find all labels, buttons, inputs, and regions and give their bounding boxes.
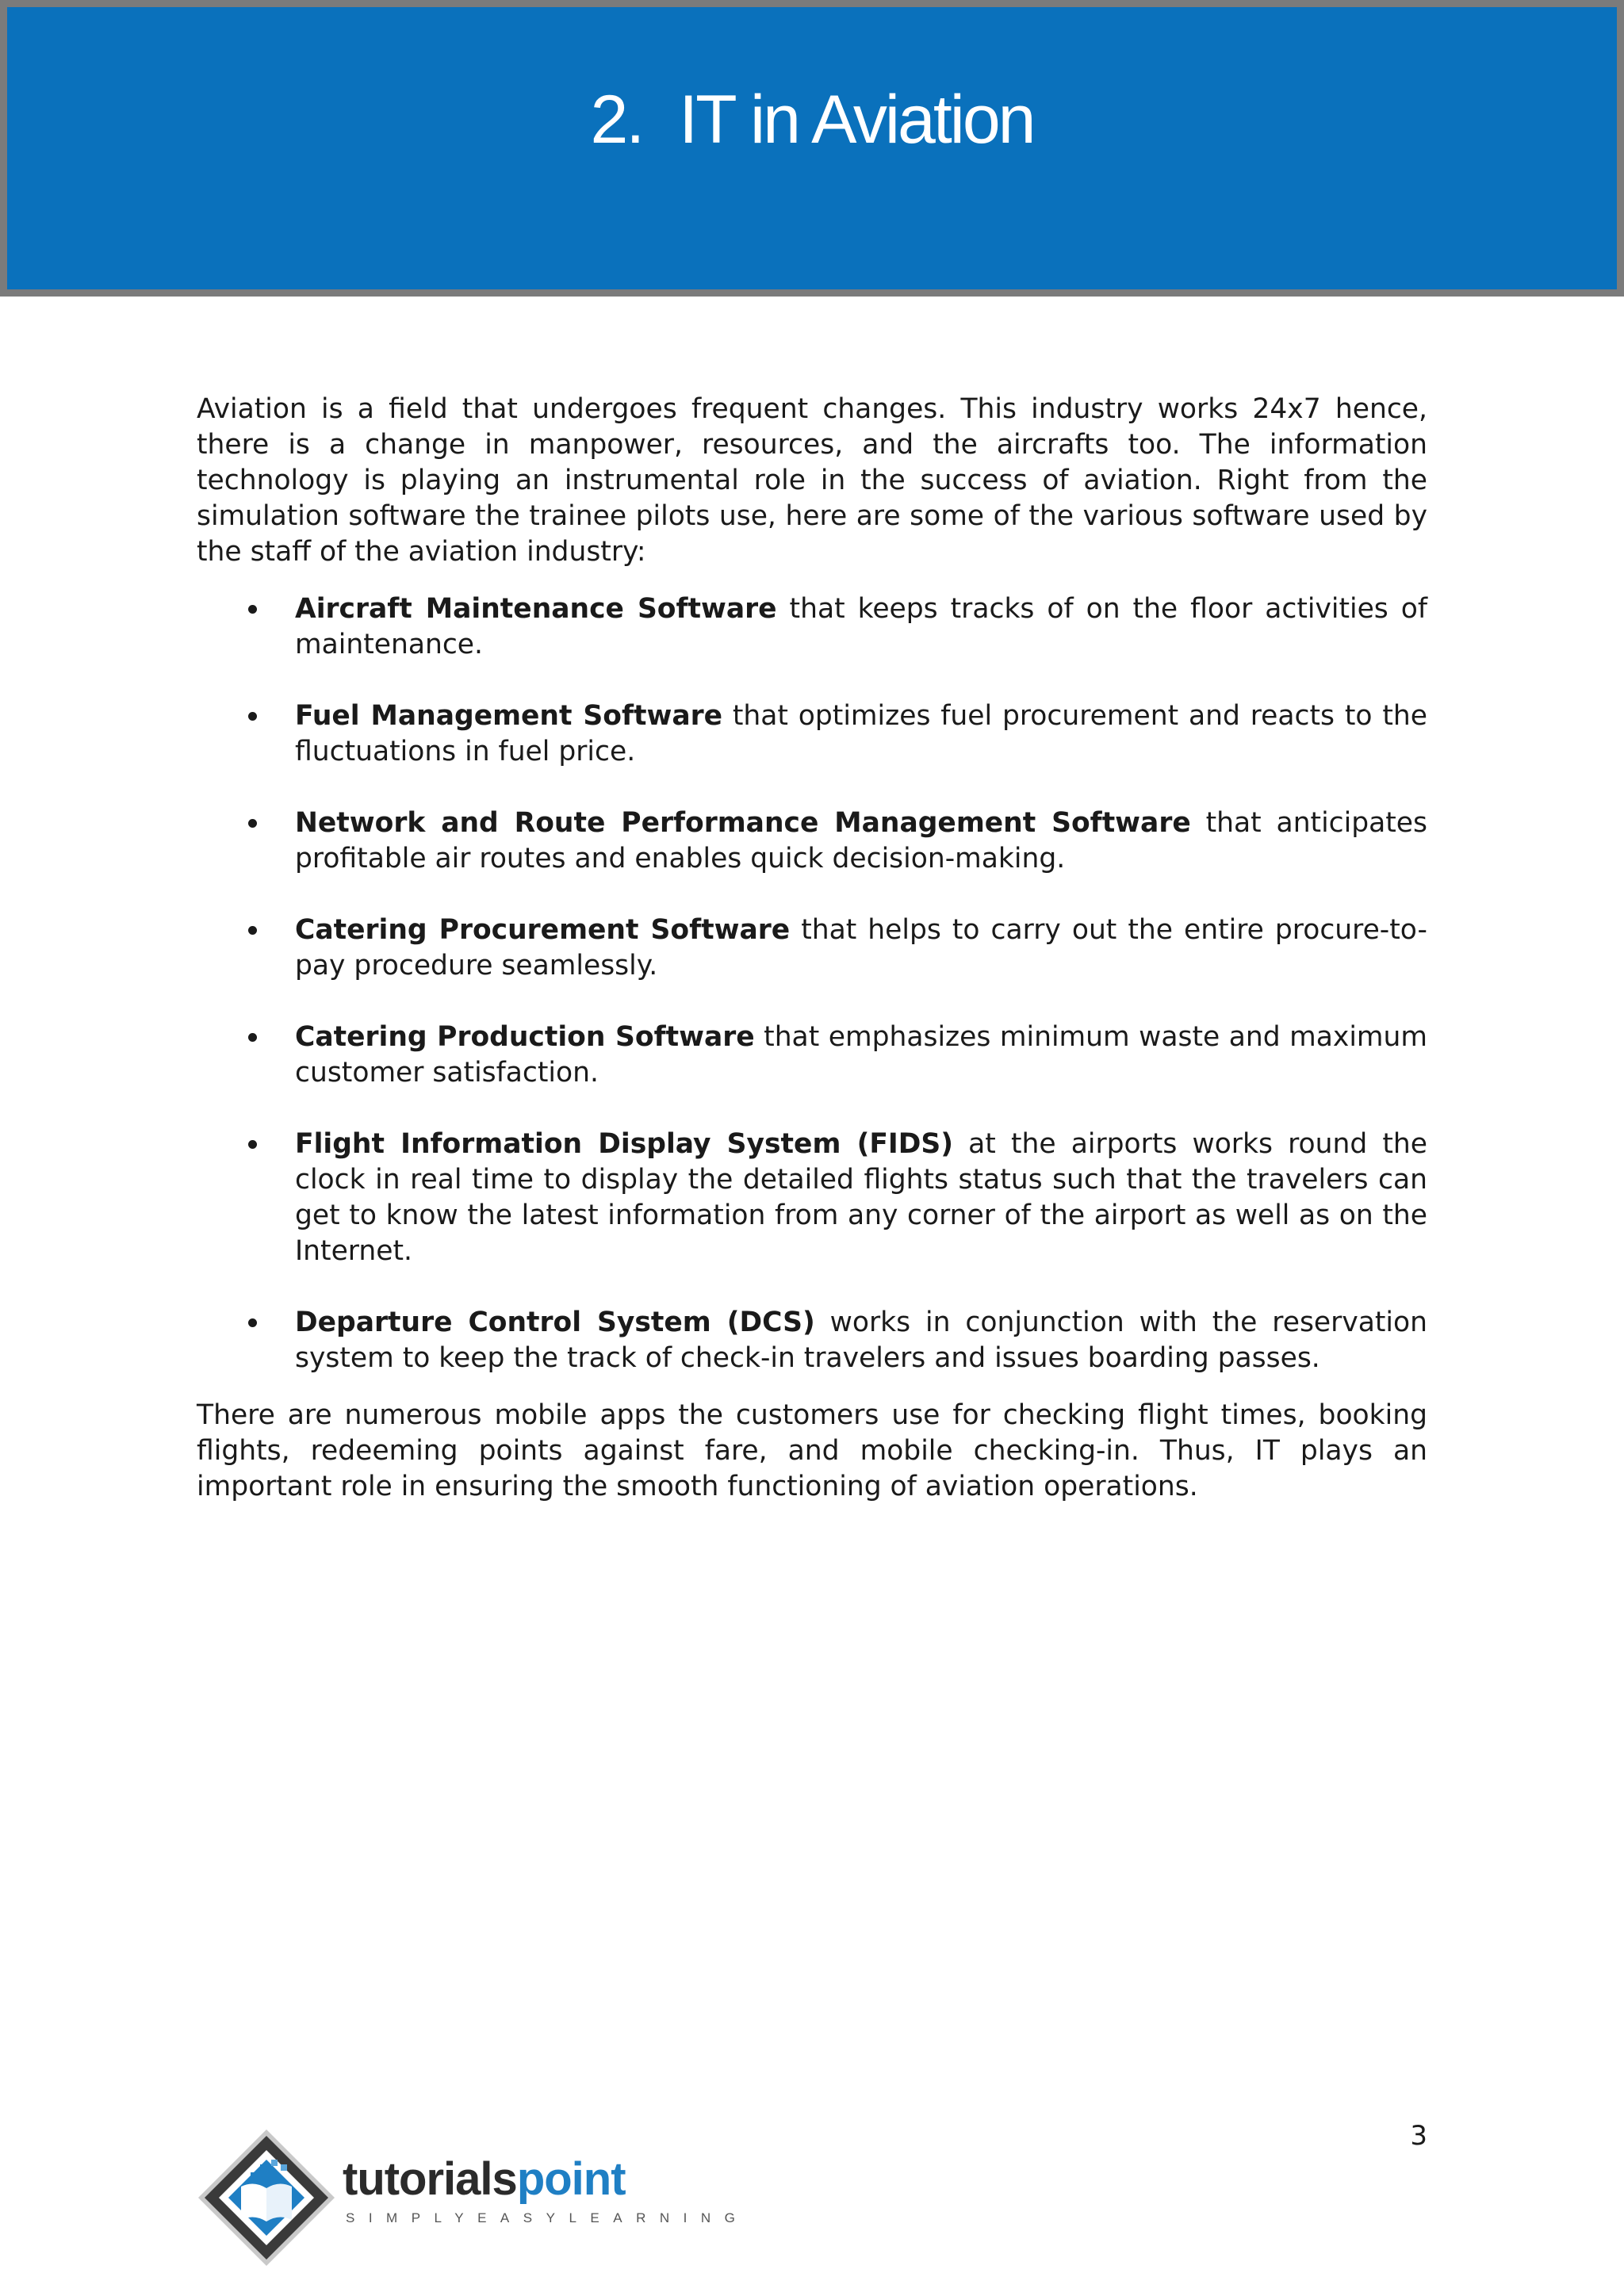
chapter-body	[197, 392, 1427, 1505]
page-number: 3	[1410, 2120, 1427, 2152]
list-item	[197, 1020, 1427, 1091]
tutorialspoint-book-diamond-icon	[193, 2125, 344, 2275]
list-item	[197, 591, 1427, 663]
list-item-term: Flight Information Display System (FIDS)	[295, 1128, 954, 1160]
list-item-text: that anticipates profitable air routes and enables quick decision-making.	[295, 807, 1427, 874]
list-item	[197, 1305, 1427, 1376]
list-item-text: that keeps tracks of on the floor activities of maintenance.	[295, 593, 1427, 660]
bullet-icon	[248, 1318, 257, 1327]
intro-paragraph: Aviation is a field that undergoes frequent changes. This industry works 24x7 hence, there is a change in manpower, resources, and the aircrafts too. The information technology is playing an instrumental role in the success of aviation. Right from the simulation software the trainee pilots use, here are some of the various software used by the staff of the aviation industry:	[197, 393, 1427, 568]
chapter-title-text: IT in Aviation	[679, 82, 1034, 158]
bullet-icon	[248, 1033, 257, 1042]
bullet-icon	[248, 712, 257, 721]
list-item-term: Fuel Management Software	[295, 700, 723, 732]
list-item	[197, 1127, 1427, 1269]
list-item-text: at the airports works round the clock in real time to display the detailed flights status such that the travelers can get to know the latest information from any corner of the airport as well as on the Internet.	[295, 1128, 1427, 1267]
bullet-icon	[248, 1140, 257, 1149]
list-item-term: Departure Control System (DCS)	[295, 1307, 815, 1338]
logo-wordmark: tutorialspoint	[343, 2153, 626, 2205]
list-item-term: Catering Procurement Software	[295, 914, 791, 946]
list-item-term: Network and Route Performance Management Software	[295, 807, 1191, 839]
bullet-icon	[248, 926, 257, 935]
list-item-term: Catering Production Software	[295, 1021, 755, 1053]
tutorialspoint-logo	[193, 2125, 749, 2275]
chapter-title	[0, 82, 1624, 158]
list-item-text: that helps to carry out the entire procure-to-pay procedure seamlessly.	[295, 914, 1427, 982]
list-item	[197, 698, 1427, 770]
closing-paragraph: There are numerous mobile apps the customers use for checking flight times, booking flights, redeeming points against fare, and mobile checking-in. Thus, IT plays an important role in ensuring the smooth functioning of aviation operations.	[197, 1399, 1427, 1502]
bullet-icon	[248, 605, 257, 614]
logo-tagline: SIMPLYEASYLEARNING	[346, 2210, 749, 2225]
chapter-number: 2.	[590, 82, 643, 158]
list-item-text: works in conjunction with the reservation system to keep the track of check-in travelers and issues boarding passes.	[295, 1307, 1427, 1374]
software-list	[197, 591, 1427, 1376]
list-item-text: that emphasizes minimum waste and maximum customer satisfaction.	[295, 1021, 1428, 1089]
list-item-term: Aircraft Maintenance Software	[295, 593, 777, 625]
list-item-text: that optimizes fuel procurement and reacts to the fluctuations in fuel price.	[295, 700, 1427, 767]
list-item	[197, 806, 1427, 877]
bullet-icon	[248, 819, 257, 828]
list-item	[197, 913, 1427, 984]
